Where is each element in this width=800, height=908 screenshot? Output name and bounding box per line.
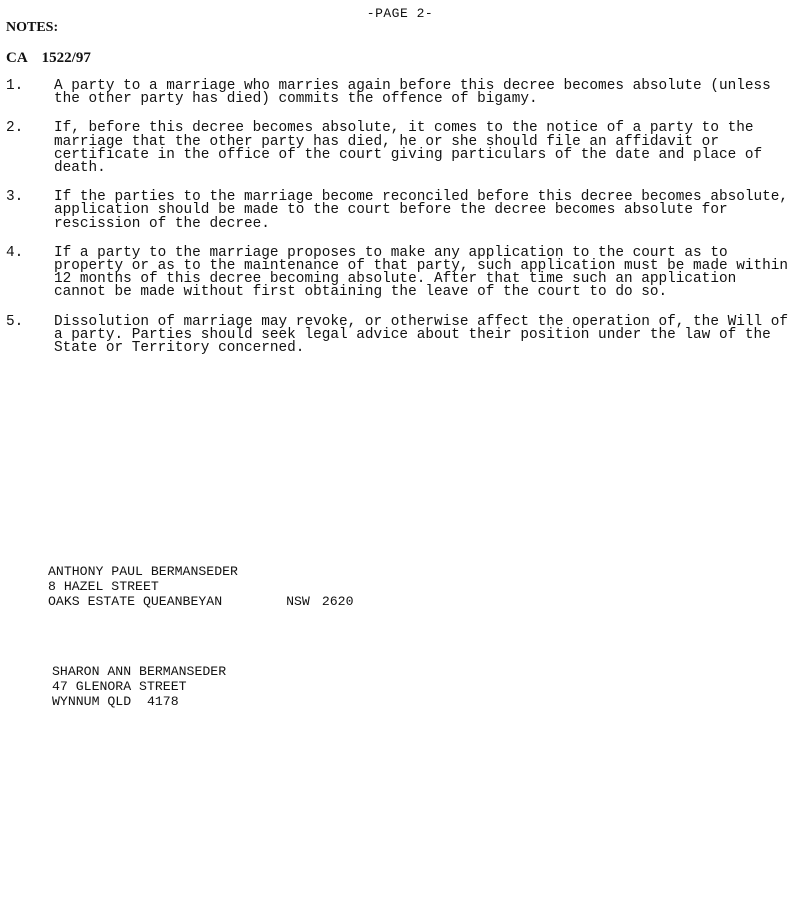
address-street: 8 HAZEL STREET [48,579,159,594]
address-name: SHARON ANN BERMANSEDER [52,664,227,679]
note-text: If, before this decree becomes absolute, it comes to the notice of a party to the marriage that the other party has died, he or she should file an affidavit or certificate in the office of the court giving particulars of the date and place of death. [54,120,763,177]
note-number: 5. [6,313,24,330]
note-number: 1. [6,78,24,94]
note-item [6,313,796,357]
note-item [6,191,796,231]
note-item [6,80,796,106]
note-text: A party to a marriage who marries again before this decree becomes absolute (unless the other party has died) commits the offence of bigamy. [54,78,771,108]
note-number: 3. [6,189,24,206]
note-text: If a party to the marriage proposes to make any application to the court as to property or as to the maintenance of that party, such application must be made within 12 months of this decree becoming absolute. After that time such an application cannot be made without first obtaining the leave of the court to do so. [54,244,789,301]
address-locality [48,594,354,609]
case-number: 1522/97 [41,50,91,66]
note-item [6,122,796,175]
address-name: ANTHONY PAUL BERMANSEDER [48,564,238,579]
notes-list [6,80,796,371]
note-number: 4. [6,244,24,261]
notes-heading: NOTES: [6,20,59,35]
case-prefix: CA [6,50,28,66]
case-reference [6,50,91,67]
address-locality: WYNNUM QLD 4178 [52,694,179,709]
address-postcode: 2620 [321,594,354,609]
note-text: If the parties to the marriage become reconciled before this decree becomes absolute, application should be made to the court before the decree becomes absolute for rescission of the decree. [54,189,789,232]
address-block-respondent [52,664,226,709]
note-item [6,244,796,301]
address-suburb: OAKS ESTATE QUEANBEYAN [48,594,223,609]
address-block-applicant [48,564,354,609]
note-number: 2. [6,120,24,137]
address-state: NSW [286,594,310,609]
note-text: Dissolution of marriage may revoke, or otherwise affect the operation of, the Will of a party. Parties should seek legal advice about their position under the law of the State or Territory concerned. [54,313,789,357]
address-street: 47 GLENORA STREET [52,679,187,694]
page-number-header: -PAGE 2- [366,6,434,21]
